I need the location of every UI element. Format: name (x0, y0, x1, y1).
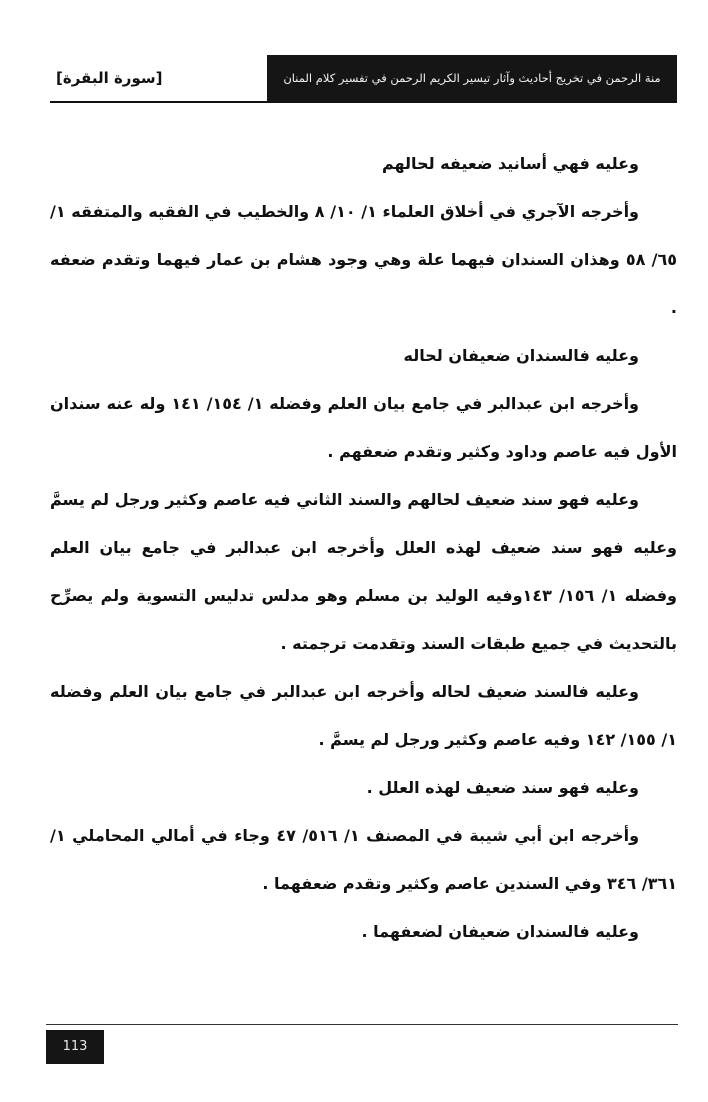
paragraph: وعليه فهو سند ضعيف لهذه العلل . (366, 778, 639, 797)
header-divider (50, 101, 677, 103)
surah-label: [سورة البقرة] (56, 69, 163, 87)
page-header (50, 55, 677, 103)
paragraph: وأخرجه الآجري في أخلاق العلماء ١/ ١٠/ ٨ والخطيب في الفقيه والمتفقه ١/ ٦٥/ ٥٨ وهذان السندان فيهما علة وهي وجود هشام بن عمار فيهما وتقدم ضعفه . (50, 202, 677, 317)
paragraph: وعليه فالسندان ضعيفان لحاله (403, 346, 639, 365)
paragraph: وعليه فالسندان ضعيفان لضعفهما . (361, 922, 639, 941)
paragraph: وأخرجه ابن أبي شيبة في المصنف ١/ ٥١٦/ ٤٧ وجاء في أمالي المحاملي ١/ ٣٦١/ ٣٤٦ وفي السندين عاصم وكثير وتقدم ضعفهما . (50, 826, 677, 893)
footer-divider (46, 1024, 678, 1025)
paragraph: وعليه فالسند ضعيف لحاله وأخرجه ابن عبدالبر في جامع بيان العلم وفضله ١/ ١٥٥/ ١٤٢ وفيه عاصم وكثير ورجل لم يسمَّ . (50, 682, 677, 749)
book-title-bar: منة الرحمن في تخريج أحاديث وآثار تيسير الكريم الرحمن في تفسير كلام المنان (267, 55, 677, 101)
paragraph: وعليه فهو سند ضعيف لحالهم والسند الثاني فيه عاصم وكثير ورجل لم يسمَّ وعليه فهو سند ضعيف لهذه العلل وأخرجه ابن عبدالبر في جامع بيان العلم وفضله ١/ ١٥٦/ ١٤٣وفيه الوليد بن مسلم وهو مدلس تدليس التسوية ولم يصرِّح بالتحديث في جميع طبقات السند وتقدمت ترجمته . (50, 490, 677, 653)
page-body (50, 140, 677, 956)
paragraph: وأخرجه ابن عبدالبر في جامع بيان العلم وفضله ١/ ١٥٤/ ١٤١ وله عنه سندان الأول فيه عاصم وداود وكثير وتقدم ضعفهم . (50, 394, 677, 461)
paragraph: وعليه فهي أسانيد ضعيفه لحالهم (381, 154, 639, 173)
page-number: 113 (46, 1030, 104, 1064)
